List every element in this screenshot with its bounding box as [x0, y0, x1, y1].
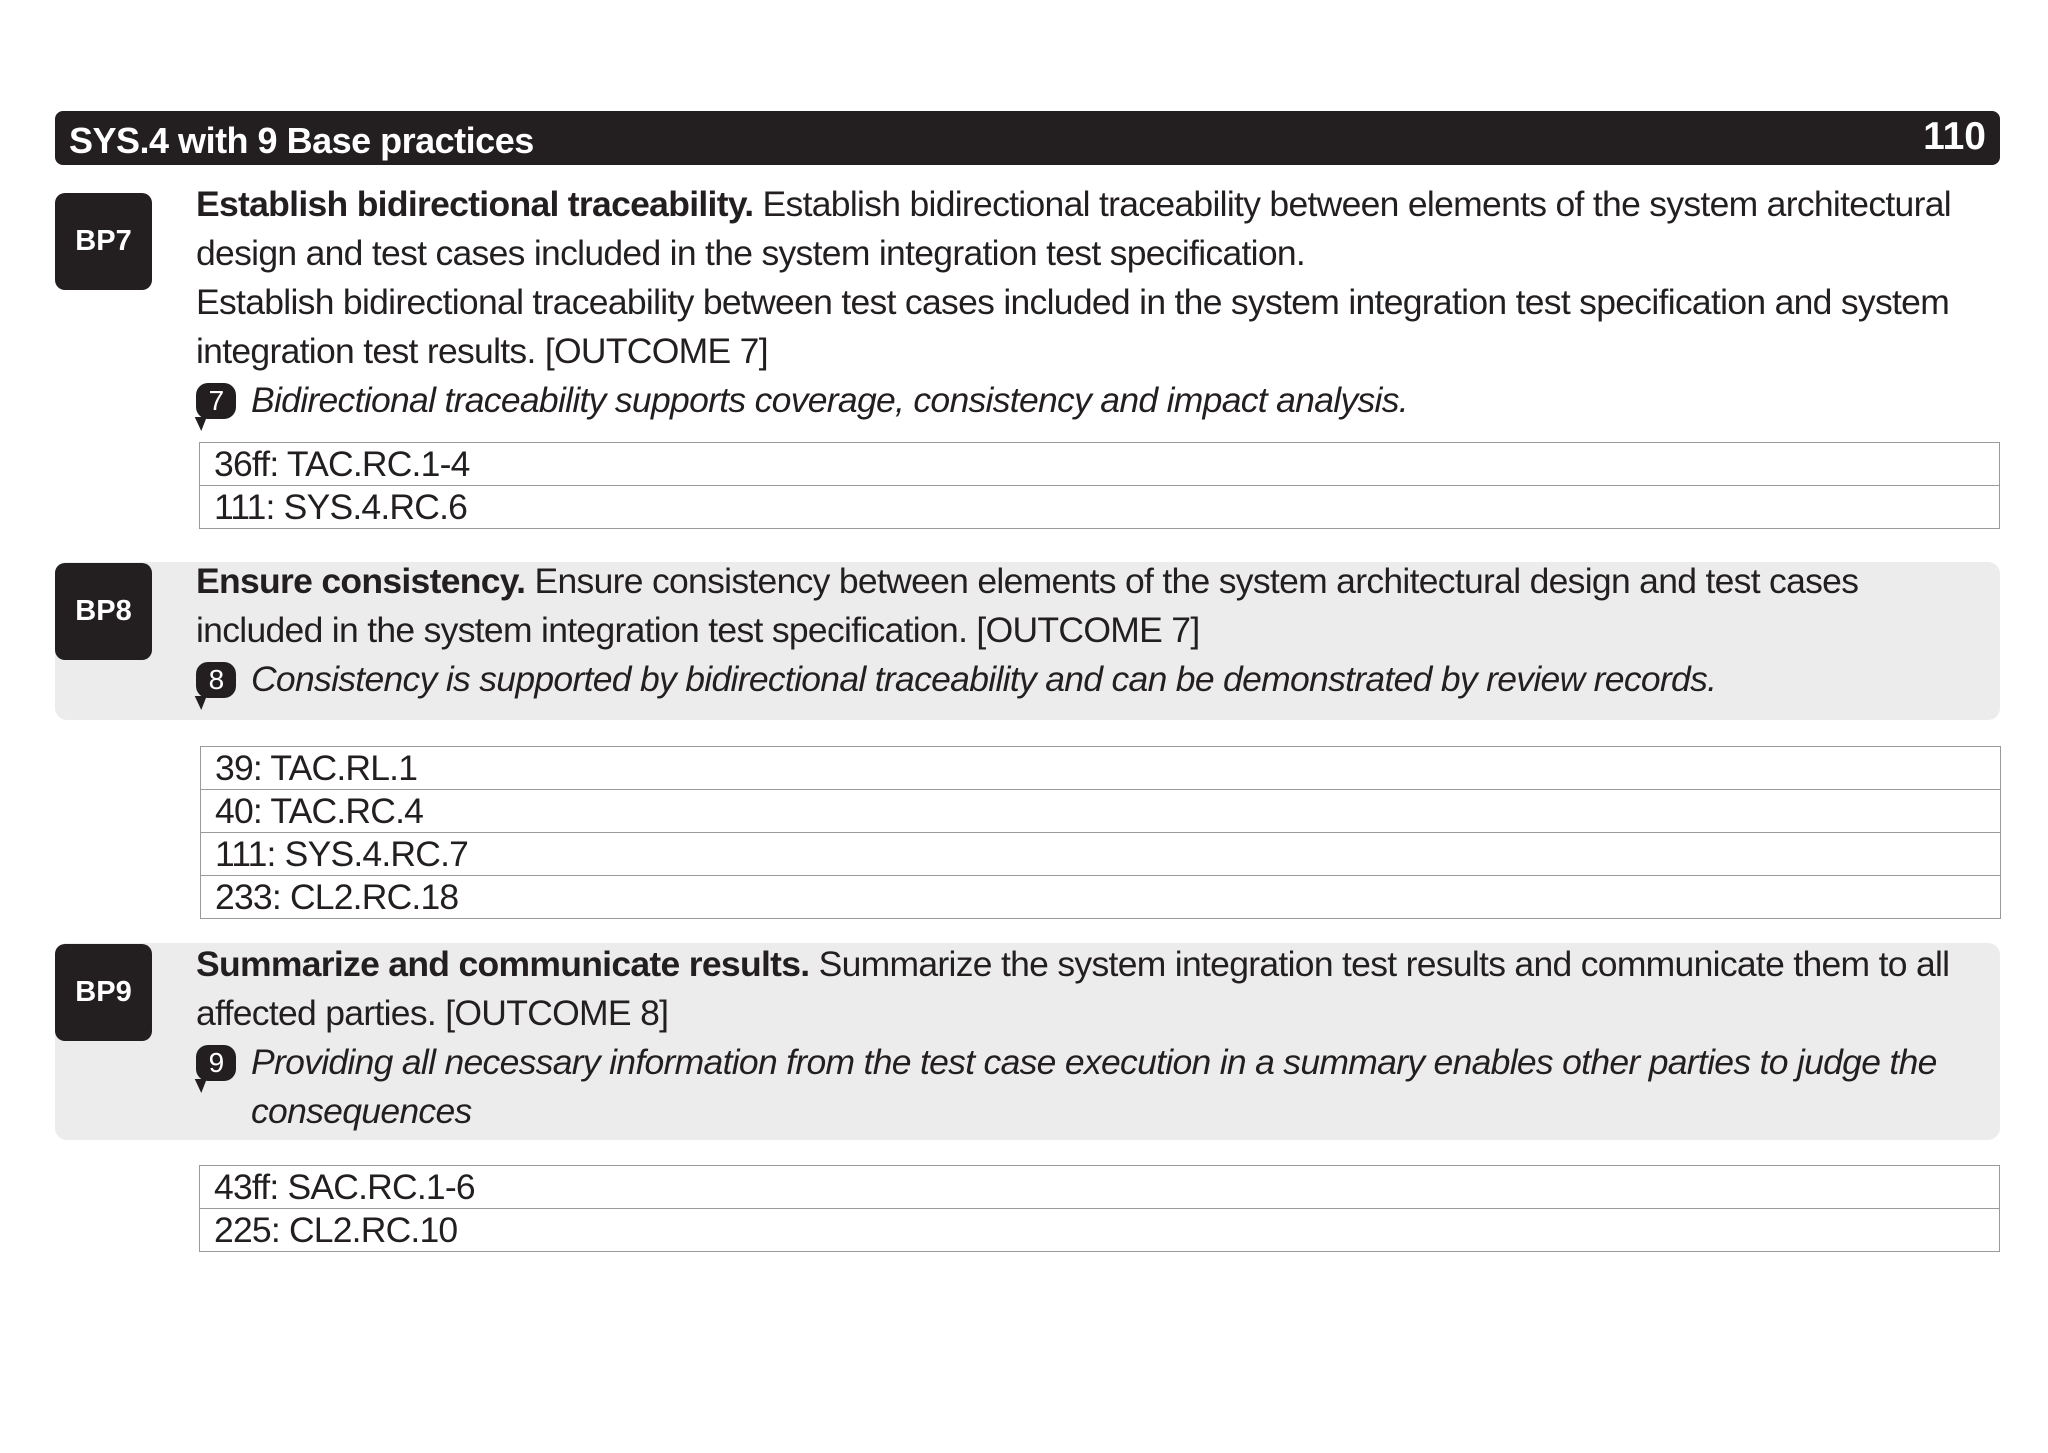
table-row: [200, 1209, 2000, 1252]
bp7-text-2: Establish bidirectional traceability between test cases included in the system integration test specification and system integration test results. [OUTCOME 7]: [196, 282, 1950, 371]
reference-cell: 233: CL2.RC.18: [201, 876, 2001, 919]
note-speech-bubble-icon: 7: [196, 383, 236, 419]
table-row: [201, 876, 2001, 919]
reference-cell: 39: TAC.RL.1: [201, 747, 2001, 790]
table-row: [200, 443, 2000, 486]
table-row: [201, 833, 2001, 876]
page-number: 110: [1923, 115, 1986, 158]
bp9-text: Summarize the system integration test results and communicate them to all affected parties. [OUTCOME 8]: [196, 944, 1950, 1033]
bp7-note-text: Bidirectional traceability supports coverage, consistency and impact analysis.: [251, 380, 1408, 420]
bp7-reference-table: [199, 442, 2000, 529]
reference-cell: 225: CL2.RC.10: [200, 1209, 2000, 1252]
bp8-reference-table: [200, 746, 2001, 919]
bp8-note: [196, 655, 1986, 704]
table-row: [201, 747, 2001, 790]
bp9-description: [196, 940, 1986, 1136]
bp7-note: [196, 376, 1986, 425]
bp7-title: Establish bidirectional traceability.: [196, 184, 754, 224]
reference-cell: 111: SYS.4.RC.6: [200, 486, 2000, 529]
bp8-note-text: Consistency is supported by bidirectional traceability and can be demonstrated by review records.: [251, 659, 1717, 699]
bp9-note: [196, 1038, 1986, 1136]
page-header: [55, 111, 2000, 165]
reference-cell: 43ff: SAC.RC.1-6: [200, 1166, 2000, 1209]
table-row: [200, 486, 2000, 529]
bp7-text: Establish bidirectional traceability between elements of the system architectural design and test cases included in the system integration test specification.: [196, 184, 1951, 273]
reference-cell: 40: TAC.RC.4: [201, 790, 2001, 833]
bp9-note-text: Providing all necessary information from the test case execution in a summary enables other parties to judge the consequences: [251, 1042, 1937, 1131]
note-speech-bubble-icon: 9: [196, 1045, 236, 1081]
table-row: [201, 790, 2001, 833]
page-title: SYS.4 with 9 Base practices: [69, 120, 534, 161]
bp8-title: Ensure consistency.: [196, 561, 526, 601]
bp7-badge: BP7: [55, 193, 152, 290]
bp7-description: [196, 180, 1986, 425]
table-row: [200, 1166, 2000, 1209]
bp9-badge: BP9: [55, 944, 152, 1041]
bp9-reference-table: [199, 1165, 2000, 1252]
note-speech-bubble-icon: 8: [196, 662, 236, 698]
bp8-text: Ensure consistency between elements of the system architectural design and test cases included in the system integration test specification. [OUTCOME 7]: [196, 561, 1859, 650]
reference-cell: 36ff: TAC.RC.1-4: [200, 443, 2000, 486]
bp8-badge: BP8: [55, 563, 152, 660]
reference-cell: 111: SYS.4.RC.7: [201, 833, 2001, 876]
bp9-title: Summarize and communicate results.: [196, 944, 810, 984]
bp8-description: [196, 557, 1986, 704]
